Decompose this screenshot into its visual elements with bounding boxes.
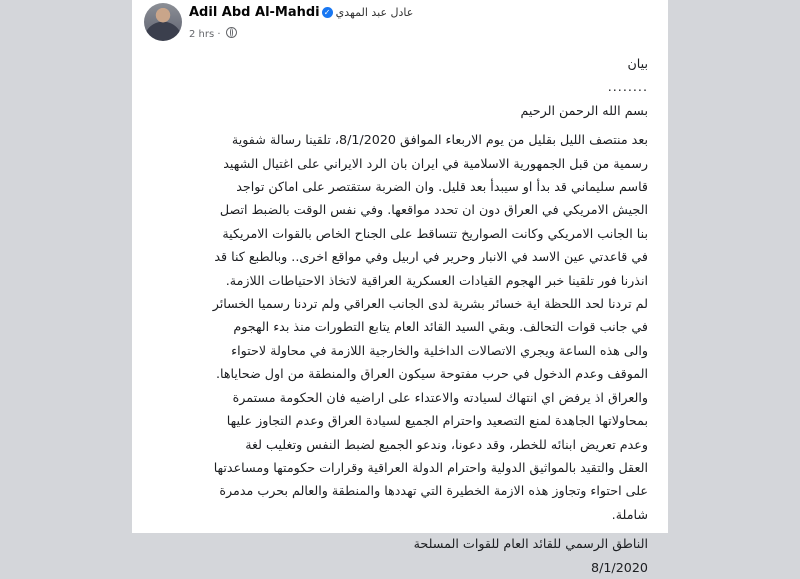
post-signature: الناطق الرسمي للقائد العام للقوات المسلحة (413, 536, 648, 552)
post-line: العقل والتقيد بالمواثيق الدولية واحترام الدولة العراقية وقرارات حكومتها ومساعدتها (213, 459, 648, 475)
post-timestamp[interactable]: 2 hrs (189, 29, 215, 40)
post-line: لم تردنا لحد اللحظة اية خسائر بشرية لدى الجانب العراقي ولم تردنا رسميا الخسائر (212, 296, 648, 312)
post-date: 8/1/2020 (591, 559, 648, 575)
post-line: قاسم سليماني قد بدأ او سيبدأ بعد قليل. وان الضربة ستقتصر على اماكن تواجد (236, 179, 648, 195)
post-line: على احتواء وتجاوز هذه الازمة الخطيرة التي تهددها والمنطقة والعالم بحرب مدمرة (219, 483, 648, 499)
post-heading: بيان (627, 56, 648, 71)
post-line: بعد منتصف الليل بقليل من يوم الاربعاء الموافق 8/1/2020، تلقينا رسالة شفوية (231, 132, 648, 148)
post-line: بمحاولاتها الجاهدة لمنع التصعيد واحترام الجميع لسيادة العراق وعدم التجاوز عليها (226, 413, 648, 429)
post-line: في قاعدتي عين الاسد في الانبار وحرير في اربيل وفي مواقع اخرى.. وبالطبع كنا قد (214, 249, 648, 265)
post-dots: ........ (607, 79, 648, 95)
meta-separator: · (217, 29, 221, 40)
facebook-post-card (132, 0, 668, 575)
post-line: والى هذه الساعة ويجري الاتصالات الداخلية والخارجية اللازمة في محاولة لاحتواء (231, 342, 648, 358)
post-meta (189, 27, 237, 40)
post-basmala: بسم الله الرحمن الرحيم (520, 102, 648, 118)
author-name[interactable] (189, 5, 413, 20)
post-line: وعدم تعريض ابنائه للخطر، وقد دعونا، وندعو الجميع لضبط النفس وتغليب لغة (245, 436, 648, 452)
post-line: انذرنا فور تلقينا خبر الهجوم القيادات العسكرية العراقية لاتخاذ الاحتياطات اللازمة. (225, 272, 648, 288)
author-name-ar[interactable]: عادل عبد المهدي (335, 6, 414, 19)
post-line: الجيش الامريكي في العراق دون ان تحدد مواقعها. وفي نفس الوقت بالضبط اتصل (219, 202, 648, 218)
post-line: رسمية من قبل الجمهورية الاسلامية في ايران بان الرد الايراني على اغتيال الشهيد (223, 155, 648, 171)
post-line: بنا الجانب الامريكي وكانت الصواريخ تتساقط على الجناح الخاص بالقوات الامريكية (222, 225, 648, 241)
author-avatar[interactable] (144, 3, 182, 41)
post-header (132, 0, 668, 50)
verified-badge-icon: ✓ (322, 7, 333, 18)
post-line: شاملة. (611, 506, 648, 522)
globe-icon[interactable] (226, 27, 237, 38)
post-body (152, 52, 648, 579)
post-line: والعراق اذ يرفض اي انتهاك لسيادته والاعتداء على اراضيه فان الحكومة مستمرة (232, 389, 648, 405)
post-line: في جانب قوات التحالف. وبقي السيد القائد العام يتابع التطورات منذ بدء الهجوم (233, 319, 648, 335)
post-line: الموقف وعدم الدخول في حرب مفتوحة سيكون العراق والمنطقة من اول ضحاياها. (215, 366, 648, 382)
author-name-en[interactable]: Adil Abd Al-Mahdi (189, 5, 320, 20)
